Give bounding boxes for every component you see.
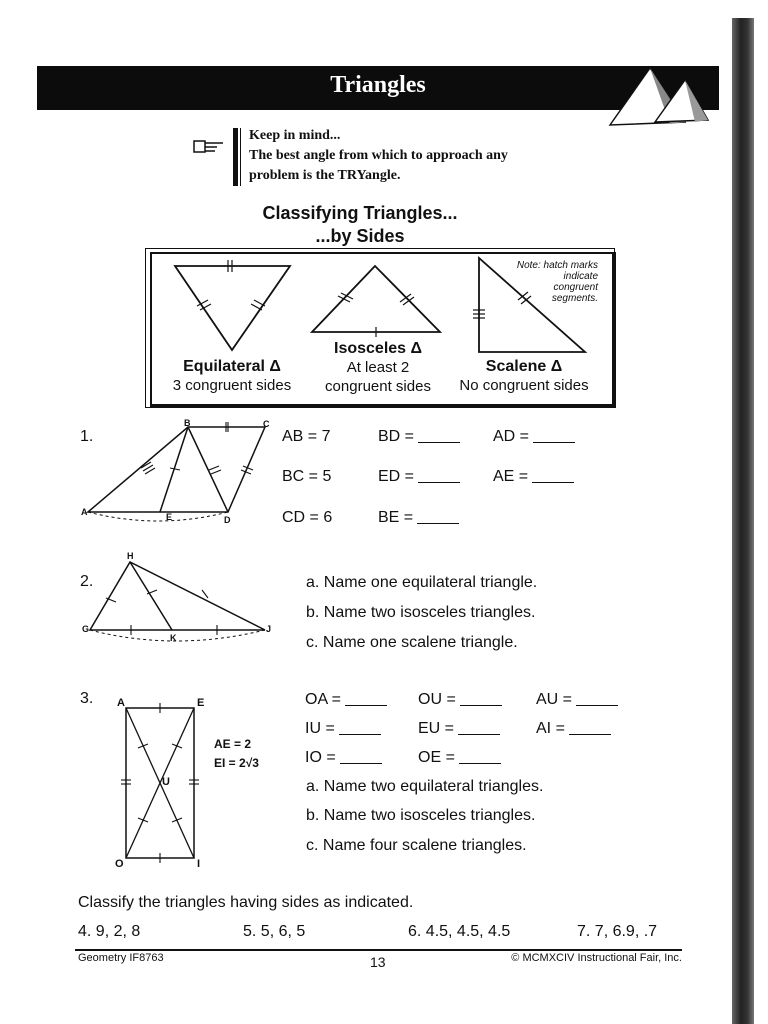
p1-bd-label: BD =: [378, 428, 415, 445]
classify-item-7: 7. 7, 6.9, .7: [577, 923, 658, 940]
p2-item-a: a. Name one equilateral triangle.: [306, 574, 538, 591]
p2-item-c: c. Name one scalene triangle.: [306, 634, 518, 651]
scalene-desc: No congruent sides: [459, 377, 589, 394]
p1-ae-label: AE =: [493, 468, 529, 485]
p3-oa-blank[interactable]: [345, 705, 387, 706]
section-heading-1: Classifying Triangles...: [262, 203, 458, 223]
given-ae: AE = 2: [214, 737, 252, 751]
scalene-name: Scalene Δ: [485, 358, 563, 375]
tip-line-1: Keep in mind...: [249, 128, 341, 143]
hatch-note-line-2: indicate: [563, 271, 598, 282]
equilateral-name: Equilateral Δ: [183, 358, 281, 375]
p3-iu-blank[interactable]: [339, 734, 381, 735]
p1-ab: AB = 7: [282, 428, 331, 445]
point-label-g: G: [82, 624, 90, 634]
hatch-note-line-4: segments.: [551, 293, 598, 304]
point-label-d: D: [224, 515, 231, 525]
p3-iu-label: IU =: [305, 720, 335, 737]
hatch-note-line-1: Note: hatch marks: [516, 260, 598, 271]
p3-item-a: a. Name two equilateral triangles.: [306, 778, 544, 795]
p3-au-blank[interactable]: [576, 705, 618, 706]
point-label-c: C: [263, 419, 270, 429]
footer-rule: [75, 949, 682, 951]
point-label-j: J: [266, 624, 272, 634]
point-label-k: K: [170, 633, 177, 643]
isosceles-desc-2: congruent sides: [325, 378, 431, 395]
point-label-o: O: [115, 858, 124, 870]
p3-ou-blank[interactable]: [460, 705, 502, 706]
point-label-i: I: [197, 858, 201, 870]
point-label-h: H: [127, 551, 134, 561]
p3-eu-label: EU =: [418, 720, 455, 737]
point-label-a: A: [81, 507, 88, 517]
point-label-b: B: [184, 418, 191, 428]
classify-item-4: 4. 9, 2, 8: [78, 923, 141, 940]
p3-ou-label: OU =: [418, 691, 456, 708]
p1-be-label: BE =: [378, 509, 414, 526]
p1-ed-label: ED =: [378, 468, 415, 485]
page-title: Triangles: [330, 72, 426, 98]
equilateral-desc: 3 congruent sides: [172, 377, 292, 394]
point-label-e: E: [166, 512, 173, 522]
p3-ai-blank[interactable]: [569, 734, 611, 735]
p3-io-blank[interactable]: [340, 763, 382, 764]
footer-right: © MCMXCIV Instructional Fair, Inc.: [511, 952, 682, 964]
p3-au-label: AU =: [536, 691, 573, 708]
point-label-u: U: [162, 776, 170, 788]
section-heading-2: ...by Sides: [315, 226, 405, 246]
tip-line-3: problem is the TRYangle.: [249, 168, 401, 183]
page-number: 13: [370, 954, 386, 970]
p3-item-c: c. Name four scalene triangles.: [306, 837, 527, 854]
point-label-e3: E: [197, 697, 205, 709]
hatch-note-line-3: congruent: [553, 282, 598, 293]
tip-line-2: The best angle from which to approach any: [249, 148, 508, 163]
p3-ai-label: AI =: [536, 720, 565, 737]
footer-left: Geometry IF8763: [78, 952, 164, 964]
classify-item-5: 5. 5, 6, 5: [243, 923, 306, 940]
p1-bc: BC = 5: [282, 468, 332, 485]
p3-oe-label: OE =: [418, 749, 455, 766]
p2-item-b: b. Name two isosceles triangles.: [306, 604, 536, 621]
given-ei: EI = 2√3: [214, 756, 259, 770]
p1-ad-label: AD =: [493, 428, 530, 445]
classify-item-6: 6. 4.5, 4.5, 4.5: [408, 923, 511, 940]
p1-cd: CD = 6: [282, 509, 333, 526]
p3-item-b: b. Name two isosceles triangles.: [306, 807, 536, 824]
problem-2-number: 2.: [80, 573, 94, 590]
p3-io-label: IO =: [305, 749, 336, 766]
problem-3-number: 3.: [80, 690, 94, 707]
problem-1-number: 1.: [80, 428, 94, 445]
isosceles-desc-1: At least 2: [346, 359, 410, 376]
p3-eu-blank[interactable]: [458, 734, 500, 735]
p3-oa-label: OA =: [305, 691, 342, 708]
point-label-a3: A: [117, 697, 125, 709]
p3-oe-blank[interactable]: [459, 763, 501, 764]
isosceles-name: Isosceles Δ: [334, 340, 422, 357]
classify-instruction: Classify the triangles having sides as indicated.: [78, 894, 414, 911]
